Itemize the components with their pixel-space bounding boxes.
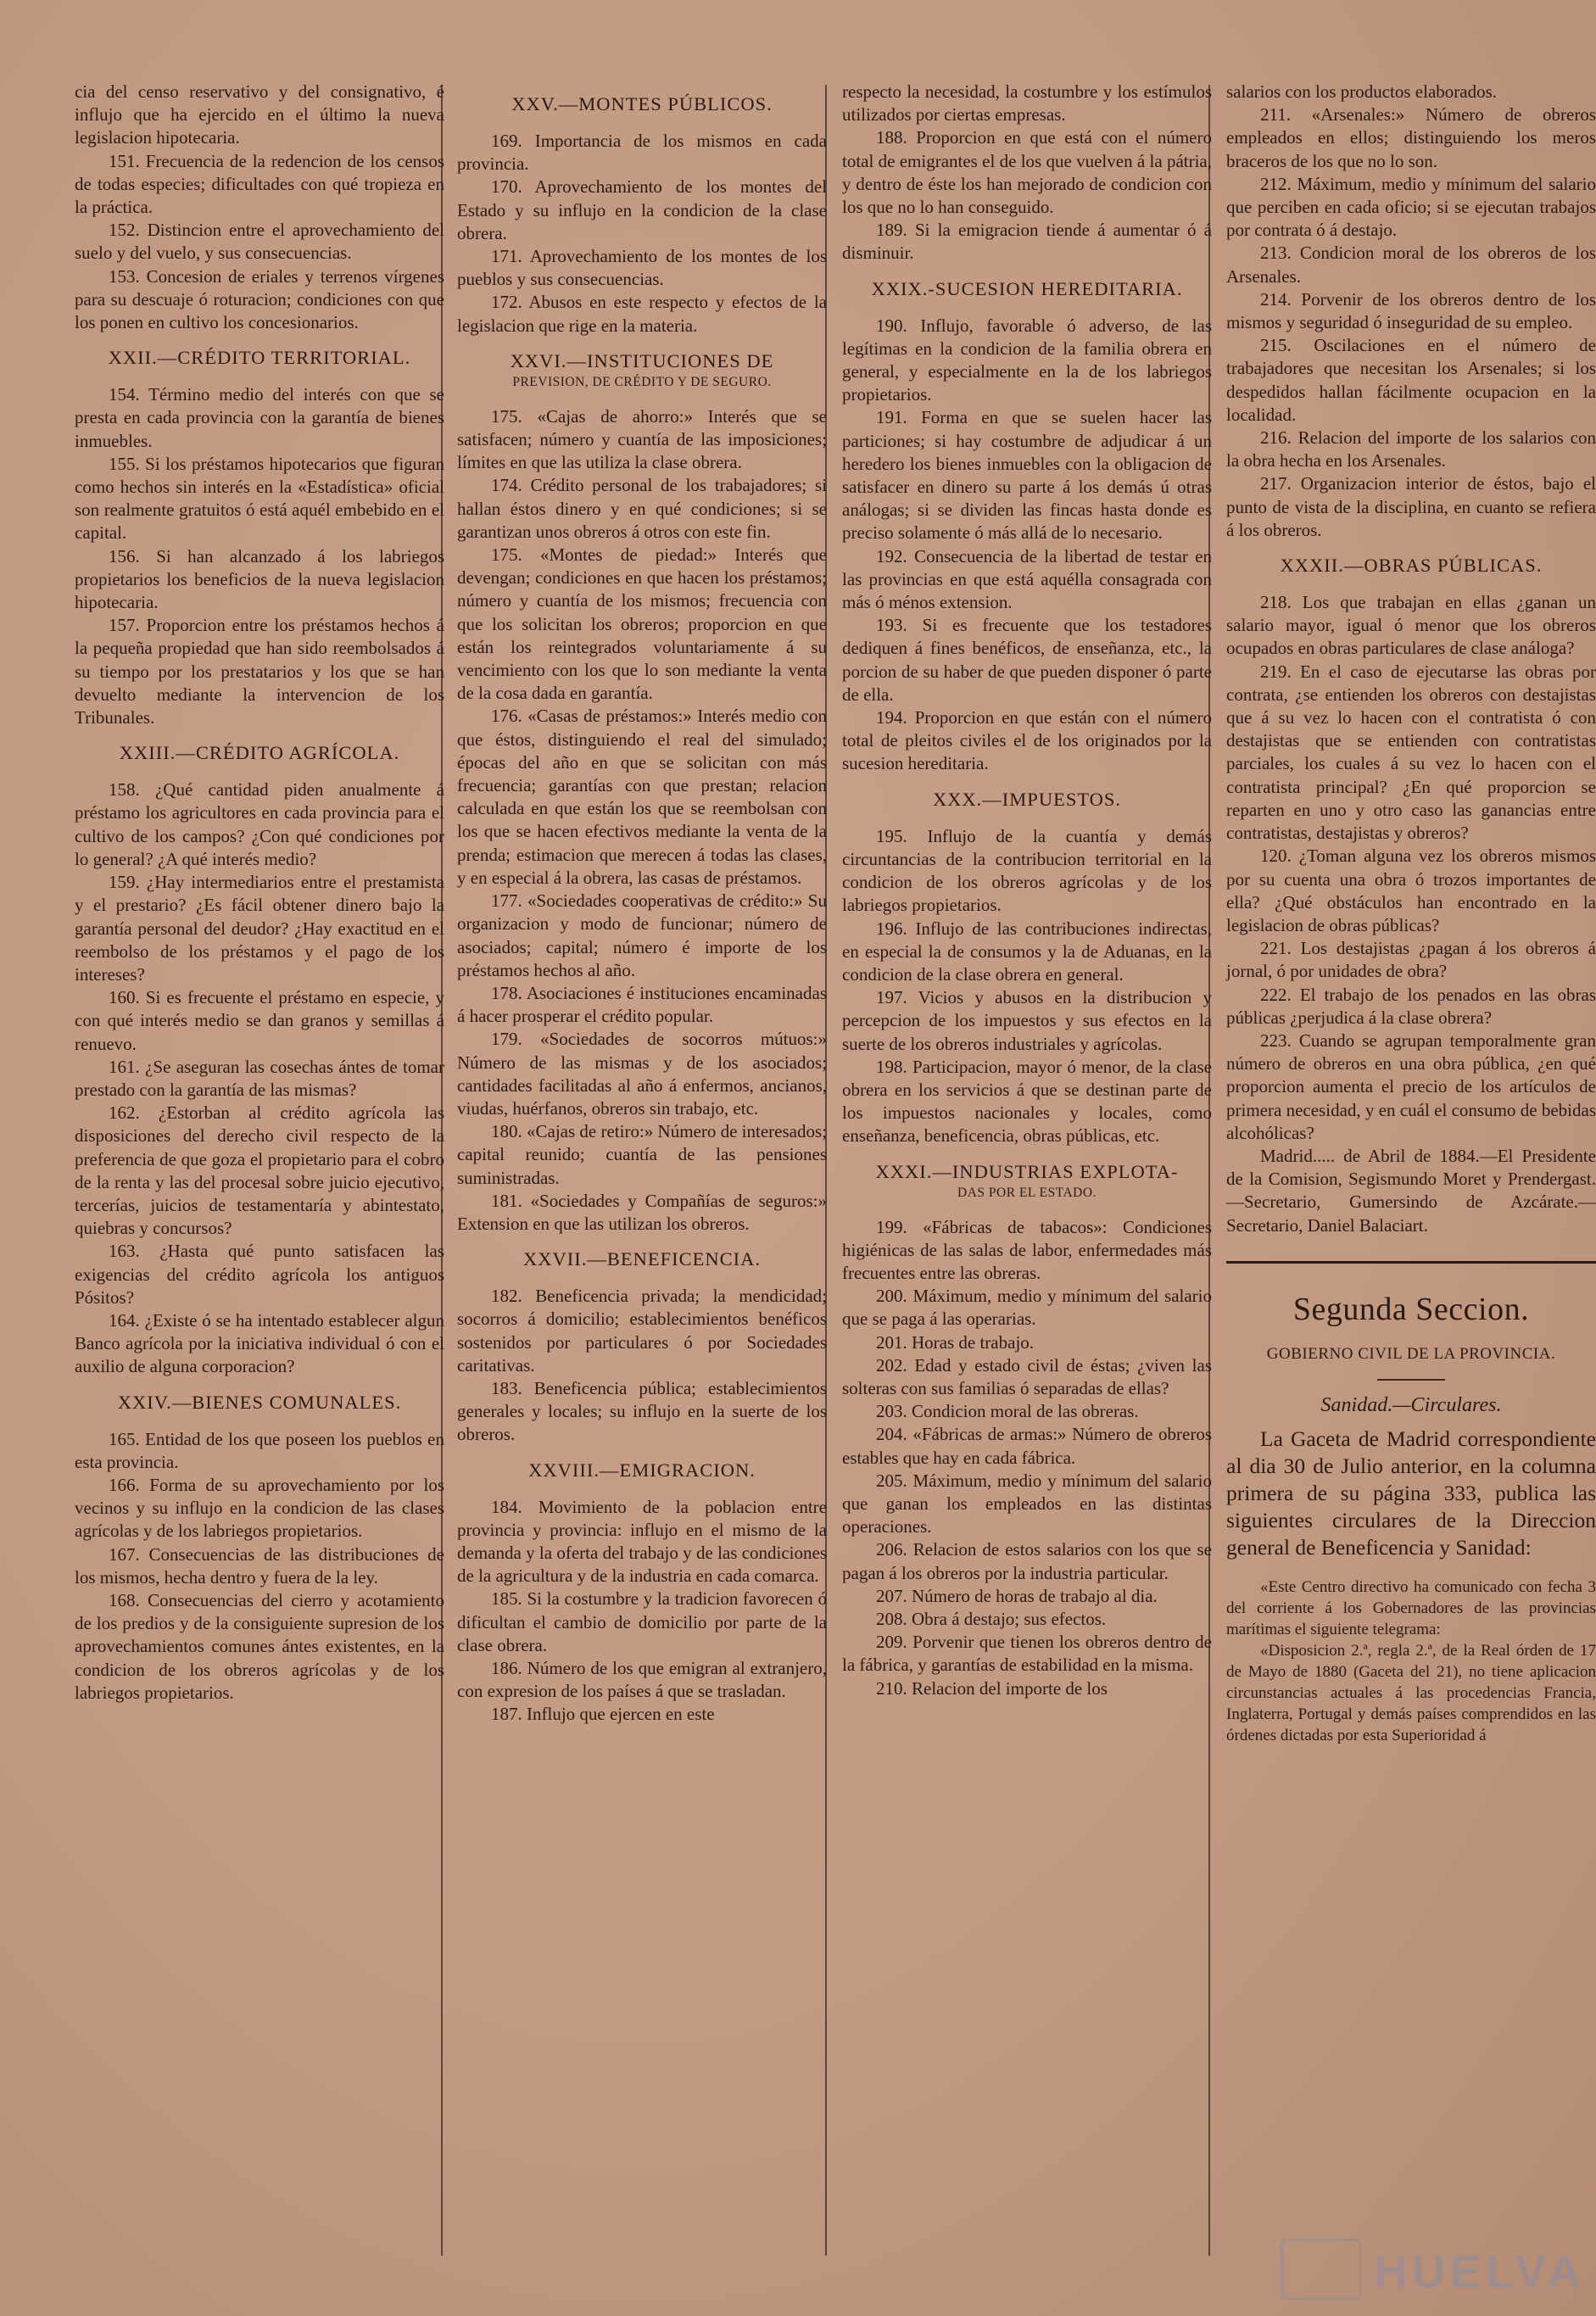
paragraph: 201. Horas de trabajo. [876, 1331, 1035, 1353]
paragraph: 162. ¿Estorban al crédito agrícola las disposiciones del derecho civil respecto de la preferencia de que goza el propietario para el cobro de la renta y las del procesal sobre juicio ejecutivo, tercerías, juicios de testamentaría y abintestato, quiebras y concursos? [75, 1102, 444, 1239]
paragraph: 199. «Fábricas de tabacos»: Condiciones higiénicas de las salas de labor, enfermedades más frecuentes entre las obreras. [842, 1216, 1212, 1283]
section-heading-text: XXIII.—CRÉDITO AGRÍCOLA. [119, 742, 400, 764]
paragraph: 166. Forma de su aprovechamiento por los vecinos y su influjo en la condicion de las clases agrícolas y de los labriegos propietarios. [75, 1474, 444, 1542]
paragraph: salarios con los productos elaborados. [1226, 81, 1498, 102]
paragraph: respecto la necesidad, la costumbre y los estímulos utilizados por ciertas empresas. [842, 81, 1212, 126]
paragraph: 177. «Sociedades cooperativas de crédito:» Su organizacion y modo de funcionar; número de asociados; capital; número é importe de los préstamos hechos al año. [457, 890, 827, 980]
paragraph: 196. Influjo de las contribuciones indirectas, en especial la de consumos y la de Aduanas, en la condicion de la clase obrera en general. [842, 918, 1212, 985]
paragraph: 170. Aprovechamiento de los montes del Estado y su influjo en la condicion de la clase obrera. [457, 176, 827, 243]
section-heading [75, 346, 444, 370]
paragraph: 165. Entidad de los que poseen los pueblos en esta provincia. [75, 1428, 444, 1472]
paragraph: 197. Vicios y abusos en la distribucion y percepcion de los impuestos y sus efectos en la suerte de los obreros industriales y agrícolas. [842, 987, 1212, 1054]
paragraph: 158. ¿Qué cantidad piden anualmente á préstamo los agricultores en cada provincia para el cultivo de los campos? ¿Con qué condiciones por lo general? ¿A qué interés medio? [75, 779, 444, 869]
paragraph: 192. Consecuencia de la libertad de testar en las provincias en que está aquélla consagrada con más ó ménos extension. [842, 545, 1212, 613]
section-heading-text: XXIX.-SUCESION HEREDITARIA. [871, 277, 1183, 299]
paragraph: 157. Proporcion entre los préstamos hechos á la pequeña propiedad que han sido reembolsados á su tiempo por los prestatarios y los que se han devuelto mediante la intervencion de los Tribunales. [75, 615, 444, 728]
section-heading [457, 1459, 827, 1482]
paragraph: 207. Número de horas de trabajo al dia. [876, 1585, 1158, 1606]
paragraph: 184. Movimiento de la poblacion entre provincia y provincia: influjo en el mismo de la demanda y la oferta del trabajo y de las condiciones de la agricultura y de la industria en cada comarca. [457, 1496, 827, 1587]
paragraph: 216. Relacion del importe de los salarios con la obra hecha en los Arsenales. [1226, 427, 1596, 472]
section-heading-text: XXVI.—INSTITUCIONES DE [510, 349, 774, 371]
paragraph: 178. Asociaciones é instituciones encaminadas á hacer prosperar el crédito popular. [457, 982, 827, 1027]
section-heading [457, 92, 827, 116]
quote-paragraph-2: «Disposicion 2.ª, regla 2.ª, de la Real órden de 17 de Mayo de 1880 (Gaceta del 21), no tiene aplicacion circunstancias actuales á las procedencias Francia, Inglaterra, Portugal y demás países comprendidos en las órdenes dictadas por esta Superioridad á [1226, 1641, 1596, 1744]
section-heading [1226, 554, 1596, 578]
paragraph: 182. Beneficencia privada; la mendicidad; socorros á domicilio; establecimientos benéficos sostenidos por particulares ó por Sociedades caritativas. [457, 1286, 827, 1376]
paragraph: 179. «Sociedades de socorros mútuos:» Número de las mismas y de los asociados; cantidades facilitadas al año á enfermos, ancianos, viudas, huérfanos, obreros sin trabajo, etc. [457, 1029, 827, 1119]
column-4 [1226, 81, 1596, 1746]
section-heading-text: XXV.—MONTES PÚBLICOS. [511, 93, 773, 114]
paragraph: 153. Concesion de eriales y terrenos vírgenes para su descuaje ó roturacion; condiciones con que los ponen en cultivo los concesionarios. [75, 265, 444, 333]
paragraph: 200. Máximum, medio y mínimum del salario que se paga á las operarias. [842, 1286, 1212, 1330]
paragraph: 195. Influjo de la cuantía y demás circuntancias de la contribucion territorial en la condicion de los obreros agrícolas y de los labriegos propietarios. [842, 825, 1212, 916]
sanidad-heading: Sanidad.—Circulares. [1320, 1393, 1502, 1416]
paragraph: 203. Condicion moral de las obreras. [876, 1401, 1139, 1422]
section-heading [842, 788, 1212, 812]
paragraph: 152. Distincion entre el aprovechamiento del suelo y del vuelo, y sus consecuencias. [75, 220, 444, 264]
paragraph: 206. Relacion de estos salarios con los que se pagan á los obreros por la industria particular. [842, 1539, 1212, 1583]
paragraph: 185. Si la costumbre y la tradicion favorecen ó dificultan el cambio de domicilio por parte de la clase obrera. [457, 1588, 827, 1655]
paragraph: 186. Número de los que emigran al extranjero, con expresion de los países á que se trasladan. [457, 1657, 827, 1702]
paragraph: 180. «Cajas de retiro:» Número de interesados; capital reunido; cuantía de las pensiones suministradas. [457, 1121, 827, 1188]
paragraph: 171. Aprovechamiento de los montes de los pueblos y sus consecuencias. [457, 246, 827, 290]
section-heading [75, 1391, 444, 1415]
paragraph: 193. Si es frecuente que los testadores dediquen á fines benéficos, de enseñanza, etc., la porcion de su haber de que pueden disponer ó parte de ella. [842, 615, 1212, 705]
paragraph: cia del censo reservativo y del consignativo, é influjo que ha ejercido en el último la nueva legislacion hipotecaria. [75, 81, 444, 148]
paragraph: 215. Oscilaciones en el número de trabajadores que necesitan los Arsenales; si los despedidos hallan fácilmente ocupacion en la localidad. [1226, 335, 1596, 425]
paragraph: 175. «Montes de piedad:» Interés que devengan; condiciones en que hacen los préstamos; número y cuantía de los mismos; frecuencia con que los solicitan los obreros; proporcion en que están los reintegrados voluntariamente á su vencimiento con los que lo son mediante la venta de la cosa dada en garantía. [457, 544, 827, 704]
watermark-text: HUELVA [1374, 2246, 1586, 2297]
paragraph: 169. Importancia de los mismos en cada provincia. [457, 131, 827, 175]
paragraph: 164. ¿Existe ó se ha intentado establecer algun Banco agrícola por la iniciativa individual ó con el auxilio de alguna corporacion? [75, 1309, 444, 1377]
paragraph: 183. Beneficencia pública; establecimientos generales y locales; su influjo en la suerte de los obreros. [457, 1377, 827, 1445]
section-heading-text: XXXII.—OBRAS PÚBLICAS. [1280, 555, 1543, 577]
column-4-body [1226, 81, 1596, 1237]
quote-paragraph-1: «Este Centro directivo ha comunicado con fecha 3 del corriente á los Gobernadores de las provincias marítimas el siguiente telegrama: [1226, 1577, 1596, 1638]
paragraph: 168. Consecuencias del cierro y acotamiento de los predios y de la consiguiente supresion de los aprovechamientos comunes ántes existentes, en la condicion de los obreros agrícolas y de los labriegos propietarios. [75, 1589, 444, 1703]
section-heading [842, 1160, 1212, 1203]
section-heading-subtitle: DAS POR EL ESTADO. [957, 1185, 1097, 1200]
section-heading-text: XXII.—CRÉDITO TERRITORIAL. [108, 347, 411, 369]
paragraph: 151. Frecuencia de la redencion de los censos de todas especies; dificultades con qué tropieza en la práctica. [75, 150, 444, 218]
section-title: Segunda Seccion. [1292, 1291, 1530, 1327]
paragraph: 210. Relacion del importe de los [876, 1677, 1108, 1699]
paragraph: 189. Si la emigracion tiende á aumentar ó á disminuir. [842, 220, 1212, 264]
paragraph: 181. «Sociedades y Compañías de seguros:» Extension en que las utilizan los obreros. [457, 1190, 827, 1234]
paragraph: 161. ¿Se aseguran las cosechas ántes de tomar prestado con la garantía de las mismas? [75, 1056, 444, 1100]
section-heading-text: XXXI.—INDUSTRIAS EXPLOTA- [875, 1160, 1179, 1182]
paragraph: 198. Participacion, mayor ó menor, de la clase obrera en los servicios á que se destinan parte de los impuestos nacionales y locales, como enseñanza, beneficencia, obras públicas, etc. [842, 1056, 1212, 1147]
short-rule [1377, 1379, 1445, 1381]
paragraph: 218. Los que trabajan en ellas ¿ganan un salario mayor, igual ó menor que los obreros ocupados en obras particulares de clase análoga? [1226, 592, 1596, 659]
paragraph: 175. «Cajas de ahorro:» Interés que se satisfacen; número y cuantía de las imposiciones; límites en que las utiliza la clase obrera. [457, 405, 827, 473]
paragraph: 163. ¿Hasta qué punto satisfacen las exigencias del crédito agrícola los antiguos Pósitos? [75, 1241, 444, 1308]
paragraph: 219. En el caso de ejecutarse las obras por contrata, ¿se entienden los obreros con destajistas que á su vez lo hacen con el contratista ó con destajistas que se entienden con contratistas parciales, los cuales á su vez lo hacen con el contratista principal? ¿En qué proporcion se reparten en uno y otro caso las ganancias entre contratistas, destajistas y obreros? [1226, 661, 1596, 844]
paragraph: 167. Consecuencias de las distribuciones de los mismos, hecha dentro y fuera de la ley. [75, 1543, 444, 1588]
section-heading-subtitle: PREVISION, DE CRÉDITO Y DE SEGURO. [512, 374, 772, 389]
paragraph: 172. Abusos en este respecto y efectos de la legislacion que rige en la materia. [457, 292, 827, 336]
paragraph: 191. Forma en que se suelen hacer las particiones; si hay costumbre de adjudicar á un heredero los bienes inmuebles con la obligacion de satisfacer en dinero su parte á los demás ú otras análogas; si se dividen las fincas hasta donde es preciso solamente ó más allá de lo necesario. [842, 407, 1212, 544]
paragraph: 174. Crédito personal de los trabajadores; si hallan éstos dinero y en qué condiciones; si se garantizan unos obreros á otros con este fin. [457, 475, 827, 542]
gobierno-heading: GOBIERNO CIVIL DE LA PROVINCIA. [1266, 1344, 1556, 1363]
paragraph: 222. El trabajo de los penados en las obras públicas ¿perjudica á la clase obrera? [1226, 984, 1596, 1028]
paragraph: 155. Si los préstamos hipotecarios que figuran como hechos sin interés en la «Estadística» oficial son realmente gratuitos ó está aquél embebido en el capital. [75, 453, 444, 544]
section-heading-text: XXIV.—BIENES COMUNALES. [117, 1391, 402, 1413]
paragraph: 205. Máximum, medio y mínimum del salario que ganan los empleados en las distintas operaciones. [842, 1470, 1212, 1537]
section-divider [1226, 1261, 1596, 1264]
section-heading-text: XXVII.—BENEFICENCIA. [523, 1248, 761, 1270]
archive-watermark [1281, 2239, 1586, 2298]
paragraph: 211. «Arsenales:» Número de obreros empleados en ellos; distinguiendo los meros braceros de los que no lo son. [1226, 104, 1596, 171]
column-1 [75, 81, 444, 1705]
paragraph: 223. Cuando se agrupan temporalmente gran número de obreros en una obra pública, ¿en qué proporcion aumenta el precio de los artículos de primera necesidad, y en cuál el consumo de bebidas alcohólicas? [1226, 1030, 1596, 1143]
section-heading [842, 277, 1212, 301]
paragraph: 212. Máximum, medio y mínimum del salario que perciben en cada oficio; si se ejecutan trabajos por contrata ó á destajo. [1226, 173, 1596, 241]
paragraph: 204. «Fábricas de armas:» Número de obreros estables que hay en cada fábrica. [842, 1424, 1212, 1468]
paragraph: 194. Proporcion en que están con el número total de pleitos civiles el de los originados por la sucesion hereditaria. [842, 707, 1212, 774]
paragraph: Madrid..... de Abril de 1884.—El Presidente de la Comision, Segismundo Moret y Prendergast.—Secretario, Gumersindo de Azcárate.—Secretario, Daniel Balaciart. [1226, 1145, 1596, 1236]
archive-logo-icon [1281, 2239, 1362, 2300]
column-2 [457, 81, 827, 1727]
paragraph: 221. Los destajistas ¿pagan á los obreros á jornal, ó por unidades de obra? [1226, 938, 1596, 982]
paragraph: 154. Término medio del interés con que se presta en cada provincia con la garantía de bienes inmuebles. [75, 384, 444, 451]
lead-paragraph: La Gaceta de Madrid correspondiente al dia 30 de Julio anterior, en la columna primera de su página 333, publica las siguientes circulares de la Direccion general de Beneficencia y Sanidad: [1226, 1426, 1596, 1560]
section-heading [457, 1247, 827, 1271]
section-heading [75, 741, 444, 765]
section-heading [457, 349, 827, 392]
paragraph: 213. Condicion moral de los obreros de los Arsenales. [1226, 243, 1596, 287]
paragraph: 176. «Casas de préstamos:» Interés medio con que éstos, distinguiendo el real del simulado; épocas del año en que se solicitan con más frecuencia; garantías con que prestan; relacion calculada en que están los que se reembolsan con los que se hacen efectivos mediante la venta de la prenda; estimacion que merecen á todas las clases, y en especial á la obrera, las casas de préstamos. [457, 706, 827, 888]
column-3 [842, 81, 1212, 1700]
paragraph: 214. Porvenir de los obreros dentro de los mismos y seguridad ó inseguridad de su empleo. [1226, 288, 1596, 333]
paragraph: 208. Obra á destajo; sus efectos. [876, 1608, 1107, 1629]
paragraph: 202. Edad y estado civil de éstas; ¿viven las solteras con sus familias ó separadas de ellas? [842, 1354, 1212, 1398]
paragraph: 159. ¿Hay intermediarios entre el prestamista y el prestario? ¿Es fácil obtener dinero bajo la garantía personal del deudor? ¿Hay exactitud en el reembolso de los préstamos y el pago de los intereses? [75, 872, 444, 985]
paragraph: 160. Si es frecuente el préstamo en especie, y con qué interés medio se dan granos y semillas á renuevo. [75, 987, 444, 1054]
paragraph: 156. Si han alcanzado á los labriegos propietarios los beneficios de la nueva legislacion hipotecaria. [75, 545, 444, 613]
paragraph: 188. Proporcion en que está con el número total de emigrantes el de los que vuelven á la pátria, y dentro de éste los han mejorado de condicion con los que no lo han conseguido. [842, 127, 1212, 218]
section-heading-text: XXX.—IMPUESTOS. [932, 788, 1122, 810]
paragraph: 217. Organizacion interior de éstos, bajo el punto de vista de la disciplina, en cuanto se refiera á los obreros. [1226, 473, 1596, 540]
paragraph: 120. ¿Toman alguna vez los obreros mismos por su cuenta una obra ó trozos importantes de ella? ¿Qué obstáculos han encontrado en la legislacion de obras públicas? [1226, 845, 1596, 935]
section-heading-text: XXVIII.—EMIGRACION. [528, 1459, 756, 1481]
paragraph: 190. Influjo, favorable ó adverso, de las legítimas en la condicion de la familia obrera en general, y especialmente en la de los labriegos propietarios. [842, 315, 1212, 405]
paragraph: 209. Porvenir que tienen los obreros dentro de la fábrica, y garantías de estabilidad en la misma. [842, 1632, 1212, 1676]
paragraph: 187. Influjo que ejercen en este [491, 1704, 715, 1725]
